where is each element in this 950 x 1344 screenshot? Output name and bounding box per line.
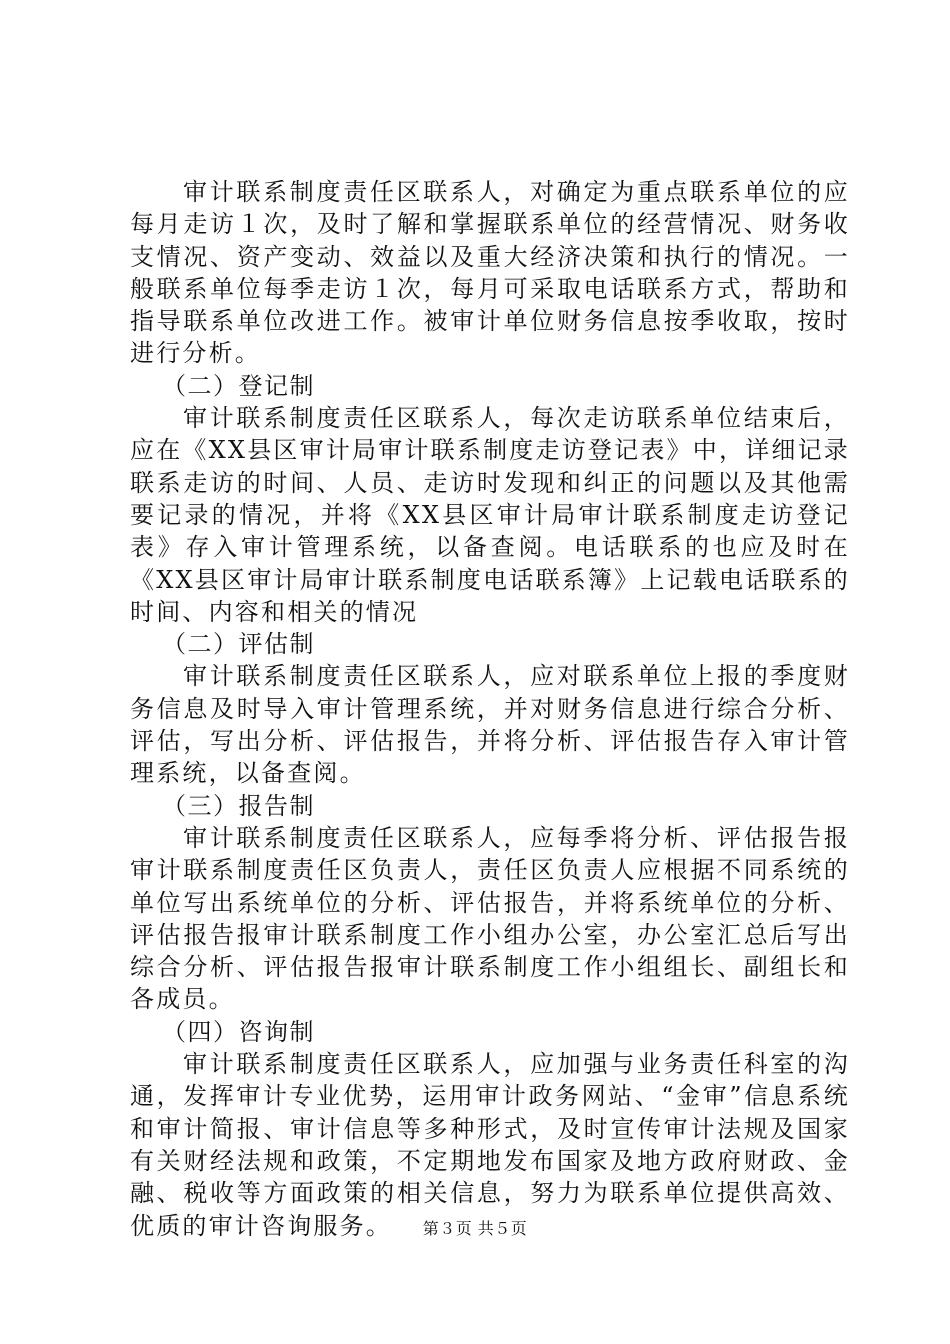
paragraph-visit-frequency: 审计联系制度责任区联系人，对确定为重点联系单位的应每月走访１次，及时了解和掌握联系单位的经营情况、财务收支情况、资产变动、效益以及重大经济决策和执行的情况。一般联系单位每季走访１次，每月可采取电话联系方式，帮助和指导联系单位改进工作。被审计单位财务信息按季收取，按时进行分析。 (130, 178, 850, 368)
document-body (130, 176, 850, 1242)
section-heading-consultation: （四）咨询制 (162, 1017, 315, 1046)
paragraph-reporting: 审计联系制度责任区联系人，应每季将分析、评估报告报审计联系制度责任区负责人，责任区负责人应根据不同系统的单位写出系统单位的分析、评估报告，并将系统单位的分析、评估报告报审计联系制度工作小组办公室，办公室汇总后写出综合分析、评估报告报审计联系制度工作小组组长、副组长和各成员。 (130, 823, 850, 1014)
section-heading-reporting: （三）报告制 (162, 791, 315, 820)
paragraph-evaluation: 审计联系制度责任区联系人，应对联系单位上报的季度财务信息及时导入审计管理系统，并对财务信息进行综合分析、评估，写出分析、评估报告，并将分析、评估报告存入审计管理系统，以备查阅。 (130, 662, 850, 788)
paragraph-consultation: 审计联系制度责任区联系人，应加强与业务责任科室的沟通，发挥审计专业优势，运用审计政务网站、“金审”信息系统和审计简报、审计信息等多种形式，及时宣传审计法规及国家有关财经法规和政策，不定期地发布国家及地方政府财政、金融、税收等方面政策的相关信息，努力为联系单位提供高效、优质的审计咨询服务。 (130, 1050, 850, 1240)
page-number-footer: 第３页 共５页 (422, 1219, 528, 1238)
paragraph-registration: 审计联系制度责任区联系人，每次走访联系单位结束后，应在《XX县区审计局审计联系制度走访登记表》中，详细记录联系走访的时间、人员、走访时发现和纠正的问题以及其他需要记录的情况，并将《XX县区审计局审计联系制度走访登记表》存入审计管理系统，以备查阅。电话联系的也应及时在《XX县区审计局审计联系制度电话联系簿》上记载电话联系的时间、内容和相关的情况 (130, 404, 850, 626)
section-heading-evaluation: （二）评估制 (162, 630, 315, 659)
section-heading-registration: （二）登记制 (162, 371, 315, 400)
